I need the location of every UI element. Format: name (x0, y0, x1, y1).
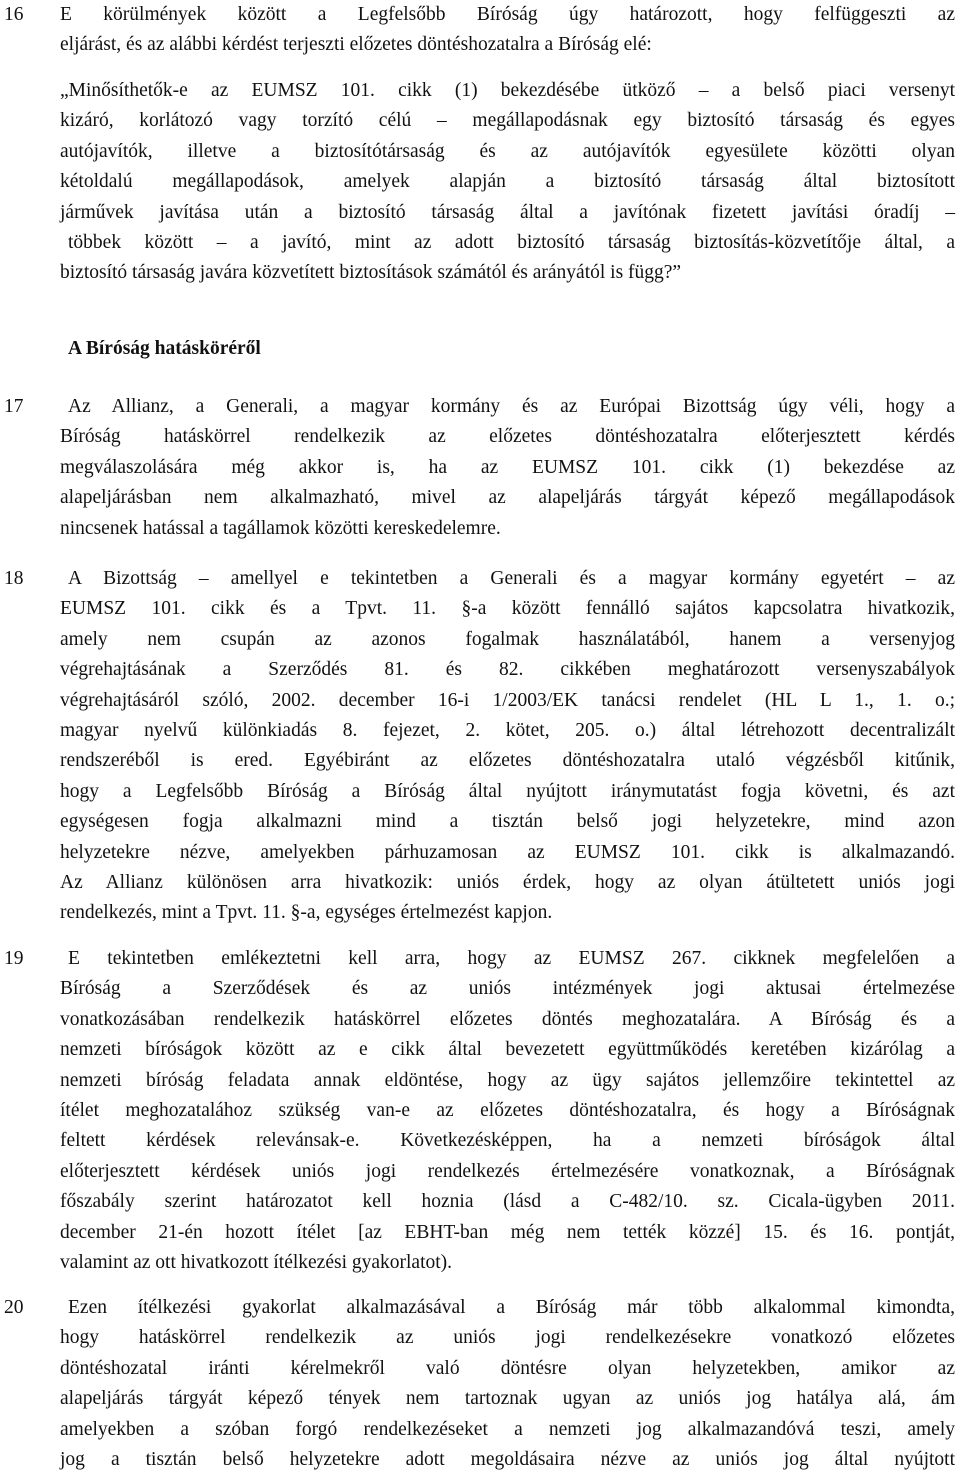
paragraph-number: 16 (4, 4, 24, 25)
text-line: feltett kérdések relevánsak-e. Következésképpen, ha a nemzeti bíróságok által (60, 1130, 955, 1152)
text-line: alapeljárás tárgyát képező tények nem tartoznak ugyan az uniós jog hatálya alá, ám (60, 1388, 955, 1410)
text-line: többek között – a javító, mint az adott biztosító társaság biztosítás-közvetítője által, a (68, 231, 955, 253)
paragraph-number: 19 (4, 948, 24, 969)
text-line: végrehajtásának a Szerződés 81. és 82. cikkében meghatározott versenyszabályok (60, 659, 955, 681)
text-line: kétoldalú megállapodások, amelyek alapján a biztosító társaság által biztosított (60, 171, 955, 193)
text-line: valamint az ott hivatkozott ítélkezési gyakorlatot). (60, 1251, 453, 1273)
text-line: végrehajtásáról szóló, 2002. december 16-i 1/2003/EK tanácsi rendelet (HL L 1., 1. o.; (60, 689, 955, 711)
text-line: „Minősíthetők-e az EUMSZ 101. cikk (1) bekezdésébe ütköző – a belső piaci versenyt (60, 80, 955, 101)
text-line: járművek javítása után a biztosító társaság által a javítónak fizetett javítási óradíj – (60, 201, 955, 223)
text-line: nemzeti bíróságok között az e cikk által bevezetett együttműködés keretében kizárólag a (60, 1039, 955, 1061)
text-line: biztosító társaság javára közvetített biztosítások számától és arányától is függ?” (60, 262, 682, 284)
text-line: hogy hatáskörrel rendelkezik az uniós jogi rendelkezésekre vonatkozó előzetes (60, 1327, 955, 1349)
text-line: Az Allianz, a Generali, a magyar kormány és az Európai Bizottság úgy véli, hogy a (68, 396, 955, 417)
paragraph-number: 20 (4, 1297, 24, 1318)
text-line: döntéshozatal iránti kérelmekről való döntésre olyan helyzetekben, amikor az (60, 1357, 955, 1379)
text-line: főszabály szerint határozatot kell hoznia (lásd a C-482/10. sz. Cicala-ügyben 2011. (60, 1191, 955, 1213)
text-line: egységesen fogja alkalmazni mind a tisztán belső jogi helyzetekre, mind azon (60, 811, 955, 833)
text-line: előterjesztett kérdések uniós jogi rendelkezés értelmezésére vonatkoznak, a Bíróságnak (60, 1160, 955, 1182)
text-line: hogy a Legfelsőbb Bíróság a Bíróság által nyújtott iránymutatást fogja követni, és azt (60, 780, 955, 802)
text-line: Bíróság a Szerződések és az uniós intézmények jogi aktusai értelmezése (60, 978, 955, 1000)
text-line: amelyekben a szóban forgó rendelkezéseket a nemzeti jog alkalmazandóvá teszi, amely (60, 1418, 955, 1440)
text-line: E körülmények között a Legfelsőbb Bíróság úgy határozott, hogy felfüggeszti az (60, 4, 955, 25)
text-line: helyzetekre nézve, amelyekben párhuzamosan az EUMSZ 101. cikk is alkalmazandó. (60, 841, 955, 863)
text-line: EUMSZ 101. cikk és a Tpvt. 11. §-a között fennálló sajátos kapcsolatra hivatkozik, (60, 598, 955, 620)
text-line: rendelkezés, mint a Tpvt. 11. §-a, egységes értelmezést kapjon. (60, 902, 553, 924)
paragraph-text (60, 0, 955, 61)
text-line: Ezen ítélkezési gyakorlat alkalmazásával a Bíróság már több alkalommal kimondta, (68, 1297, 955, 1318)
text-line: eljárást, és az alábbi kérdést terjeszti előzetes döntéshozatalra a Bíróság elé: (60, 34, 652, 56)
text-line: megválaszolására még akkor is, ha az EUMSZ 101. cikk (1) bekezdése az (60, 456, 955, 478)
text-line: amely nem csupán az azonos fogalmak használatából, hanem a versenyjog (60, 628, 955, 650)
text-line: Az Allianz különösen arra hivatkozik: uniós érdek, hogy az olyan átültetett uniós jogi (60, 871, 955, 893)
text-line: ítélet meghozatalához szükség van-e az előzetes döntéshozatalra, és hogy a Bíróságnak (60, 1099, 955, 1121)
text-line: magyar nyelvű különkiadás 8. fejezet, 2. kötet, 205. o.) által létrehozott decentralizált (60, 719, 955, 741)
text-line: jog a tisztán belső helyzetekre adott megoldásaira nézve az uniós jog által nyújtott (60, 1448, 955, 1470)
text-line: vonatkozásában rendelkezik hatáskörrel előzetes döntés meghozatalára. A Bíróság és a (60, 1008, 955, 1030)
text-line: kizáró, korlátozó vagy torzító célú – megállapodásnak egy biztosító társaság és egyes (60, 110, 955, 132)
text-line: A Bizottság – amellyel e tekintetben a Generali és a magyar kormány egyetért – az (68, 568, 955, 589)
text-line: nincsenek hatással a tagállamok közötti kereskedelemre. (60, 517, 501, 539)
paragraph-text (60, 944, 955, 1278)
text-line: december 21-én hozott ítélet [az EBHT-ban még nem tették közzé] 15. és 16. pontját, (60, 1221, 955, 1243)
paragraph-text (60, 392, 955, 544)
paragraph-text (60, 1293, 955, 1475)
text-line: rendszeréből is ered. Egyébiránt az előzetes döntéshozatalra utaló végzésből kitűnik, (60, 750, 955, 772)
text-line: alapeljárásban nem alkalmazható, mivel az alapeljárás tárgyát képező megállapodások (60, 487, 955, 509)
text-line: Bíróság hatáskörrel rendelkezik az előzetes döntéshozatalra előterjesztett kérdés (60, 426, 955, 448)
text-line: E tekintetben emlékeztetni kell arra, hogy az EUMSZ 267. cikknek megfelelően a (68, 948, 955, 969)
question-text (60, 76, 955, 289)
paragraph-number: 18 (4, 568, 24, 589)
paragraph-number: 17 (4, 396, 24, 417)
paragraph-text (60, 564, 955, 929)
section-heading: A Bíróság hatásköréről (68, 338, 261, 359)
text-line: nemzeti bíróság feladata annak eldöntése, hogy az ügy sajátos jellemzőire tekintettel az (60, 1069, 955, 1091)
text-line: autójavítók, illetve a biztosítótársaság és az autójavítók egyesülete közötti olyan (60, 140, 955, 162)
